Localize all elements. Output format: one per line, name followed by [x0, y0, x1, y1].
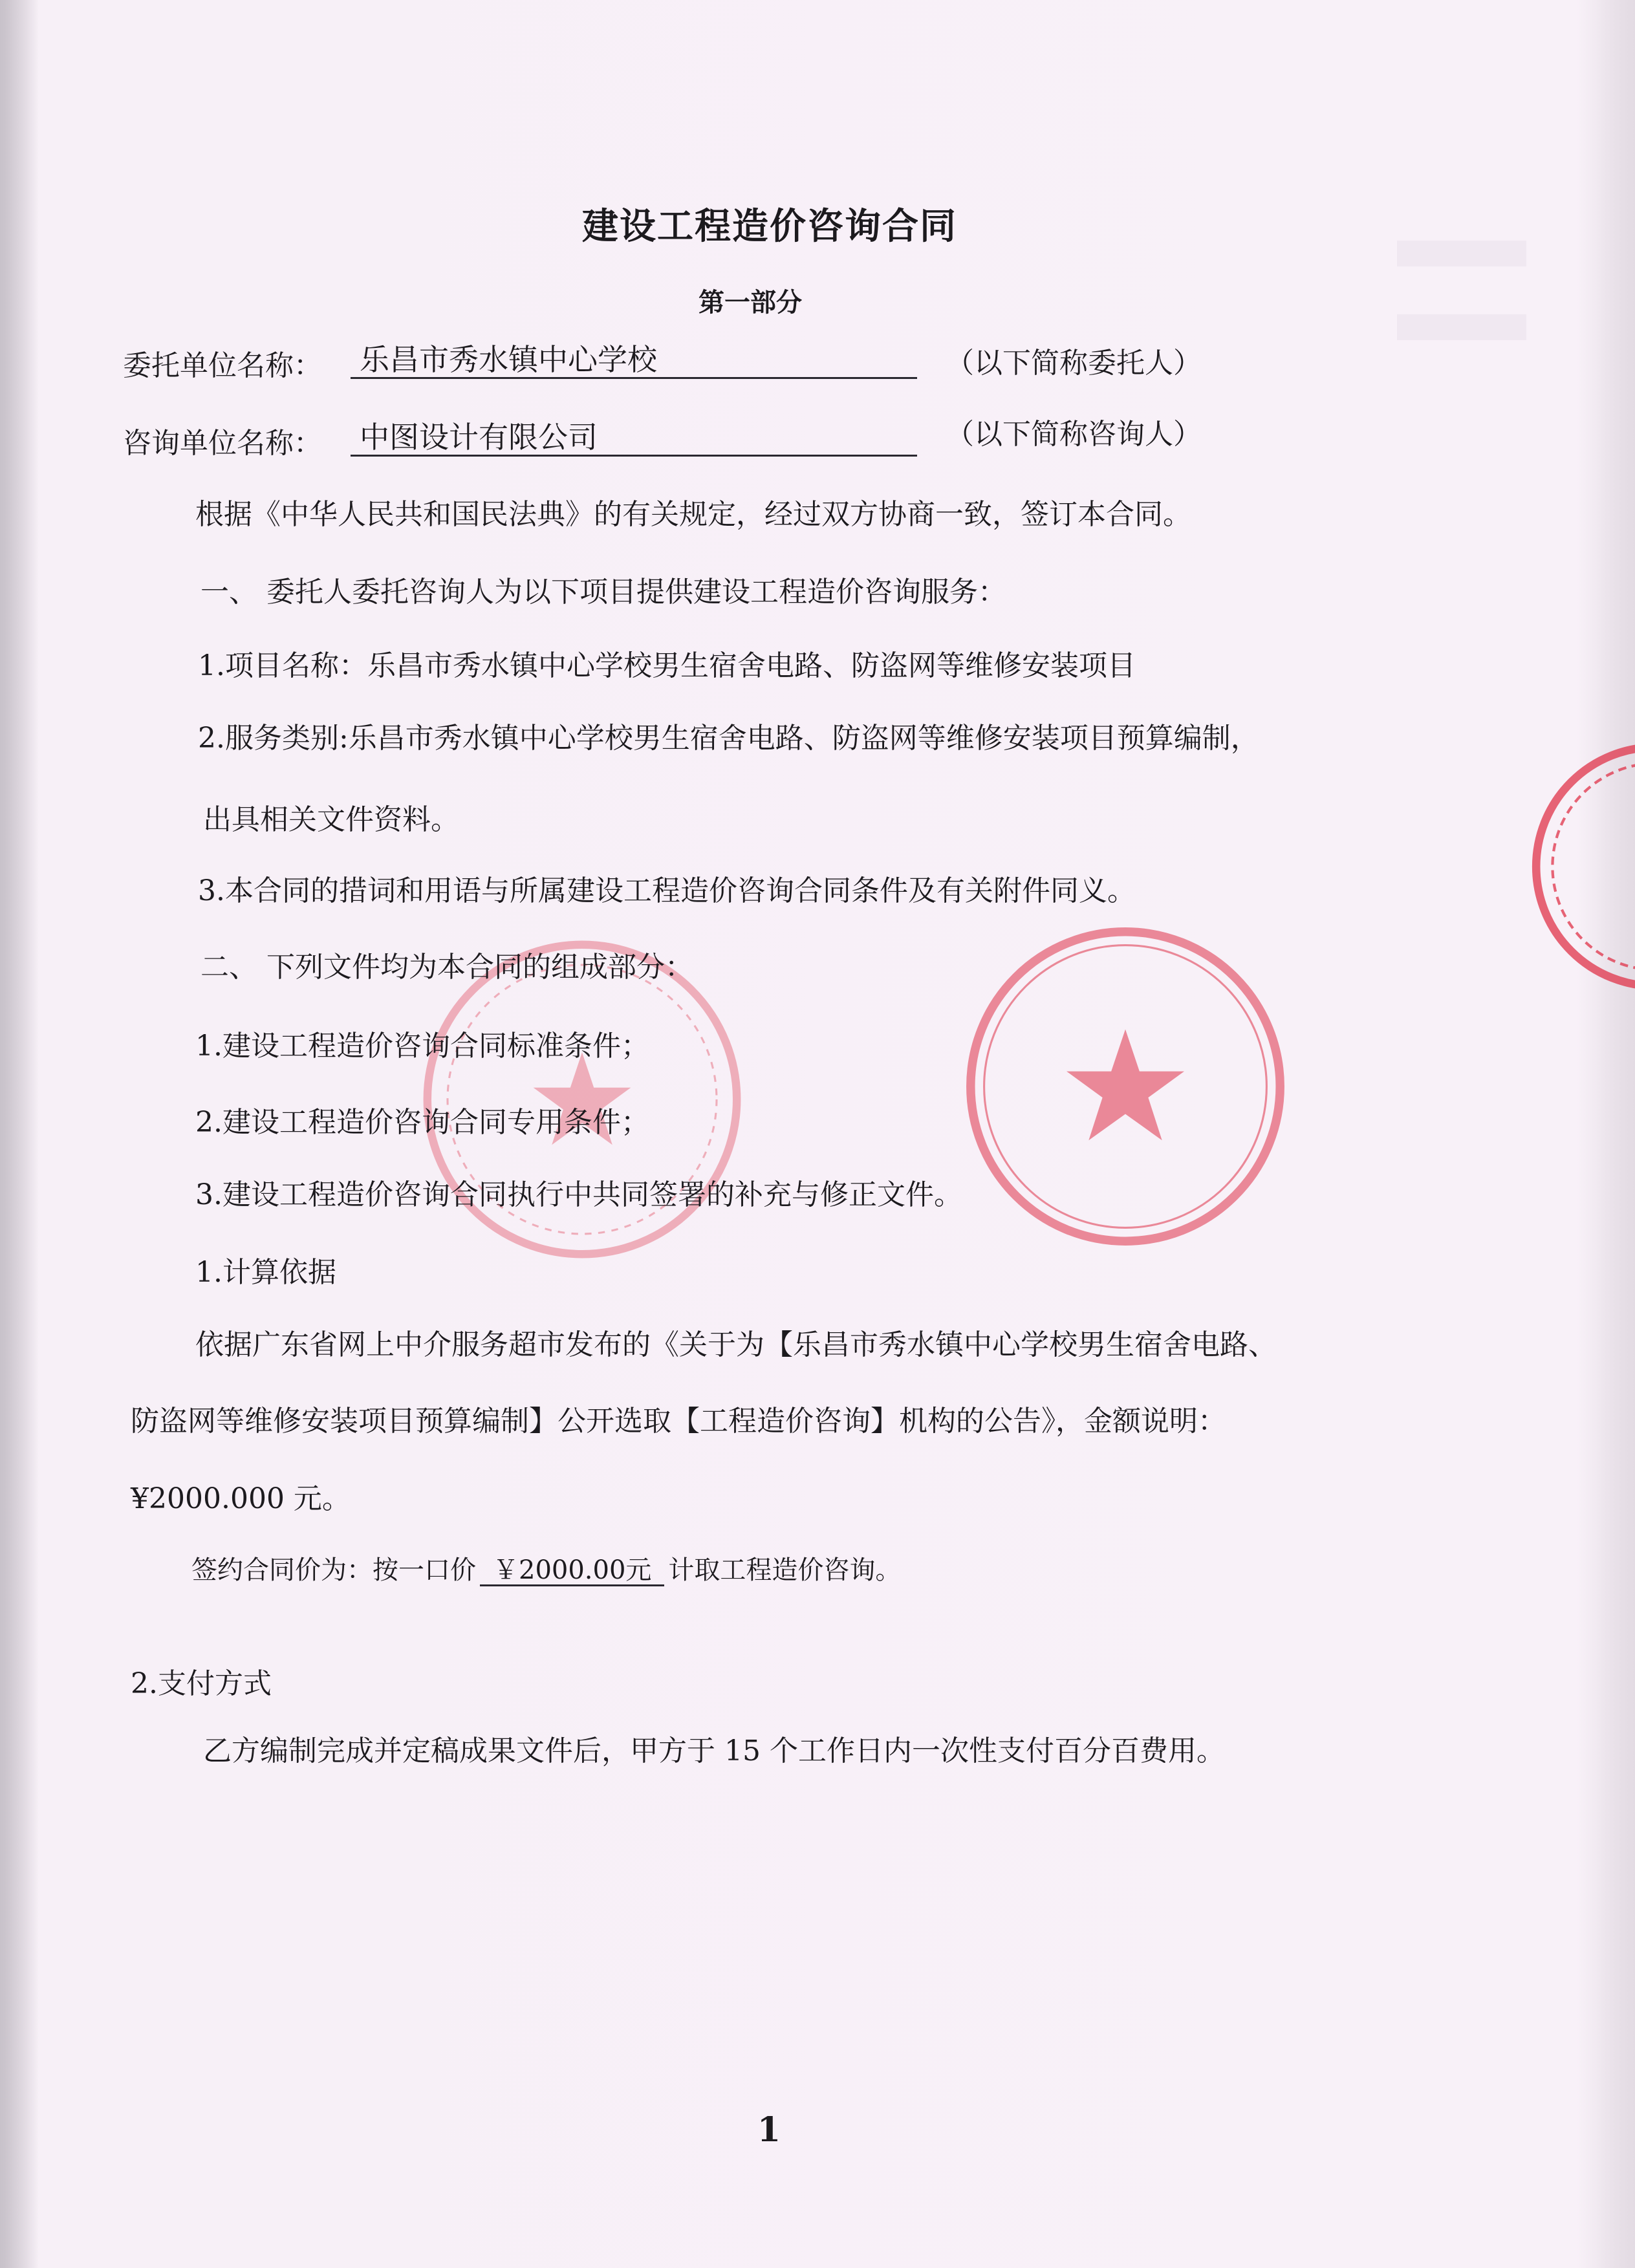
- client-name-field: 乐昌市秀水镇中心学校: [351, 341, 917, 379]
- scan-shadow-right: [1577, 0, 1635, 2268]
- payment-text: 乙方编制完成并定稿成果文件后，甲方于 15 个工作日内一次性支付百分百费用。: [203, 1734, 1225, 1767]
- client-label: 委托单位名称：: [123, 349, 322, 382]
- section2-heading: 二、 下列文件均为本合同的组成部分：: [200, 951, 693, 984]
- scan-shadow-left: [0, 0, 39, 2268]
- calc-line1: 依据广东省网上中介服务超市发布的《关于为【乐昌市秀水镇中心学校男生宿舍电路、: [195, 1328, 1277, 1361]
- calc-line2: 防盗网等维修安装项目预算编制】公开选取【工程造价咨询】机构的公告》，金额说明：: [131, 1405, 1226, 1438]
- consultant-suffix: （以下简称咨询人）: [946, 418, 1202, 451]
- calc-line3: ¥2000.000 元。: [131, 1482, 351, 1515]
- contract-price-prefix: 签约合同价为：按一口价: [191, 1555, 476, 1585]
- section1-item2: 2.服务类别:乐昌市秀水镇中心学校男生宿舍电路、防盗网等维修安装项目预算编制，: [198, 722, 1259, 755]
- section2-item3: 3.建设工程造价咨询合同执行中共同签署的补充与修正文件。: [195, 1178, 962, 1211]
- section2-item2: 2.建设工程造价咨询合同专用条件；: [195, 1106, 649, 1139]
- consultant-name-field: 中图设计有限公司: [351, 419, 917, 457]
- school-seal-stamp: [957, 918, 1294, 1255]
- contract-price-value: ￥2000.00元: [480, 1557, 664, 1586]
- intro-paragraph: 根据《中华人民共和国民法典》的有关规定，经过双方协商一致，签订本合同。: [195, 498, 1191, 531]
- page-number: 1: [757, 2110, 781, 2150]
- edge-seal-stamp: [1520, 718, 1635, 1015]
- section2-item1: 1.建设工程造价咨询合同标准条件；: [195, 1030, 649, 1063]
- document-subtitle: 第一部分: [698, 287, 802, 318]
- contract-price-suffix: 计取工程造价咨询。: [668, 1555, 902, 1585]
- contract-price-line: [191, 1557, 901, 1586]
- bleed-through-mark: [1397, 314, 1526, 340]
- calc-heading: 1.计算依据: [195, 1256, 336, 1289]
- client-suffix: （以下简称委托人）: [946, 347, 1202, 380]
- document-title: 建设工程造价咨询合同: [582, 205, 957, 248]
- section1-item2-cont: 出具相关文件资料。: [203, 803, 459, 836]
- section1-item3: 3.本合同的措词和用语与所属建设工程造价咨询合同条件及有关附件同义。: [198, 874, 1136, 907]
- consultant-label: 咨询单位名称：: [123, 427, 322, 460]
- section1-heading: 一、 委托人委托咨询人为以下项目提供建设工程造价咨询服务：: [200, 576, 1006, 609]
- section1-item1: 1.项目名称：乐昌市秀水镇中心学校男生宿舍电路、防盗网等维修安装项目: [198, 649, 1136, 682]
- payment-heading: 2.支付方式: [131, 1667, 272, 1700]
- bleed-through-mark: [1397, 241, 1526, 266]
